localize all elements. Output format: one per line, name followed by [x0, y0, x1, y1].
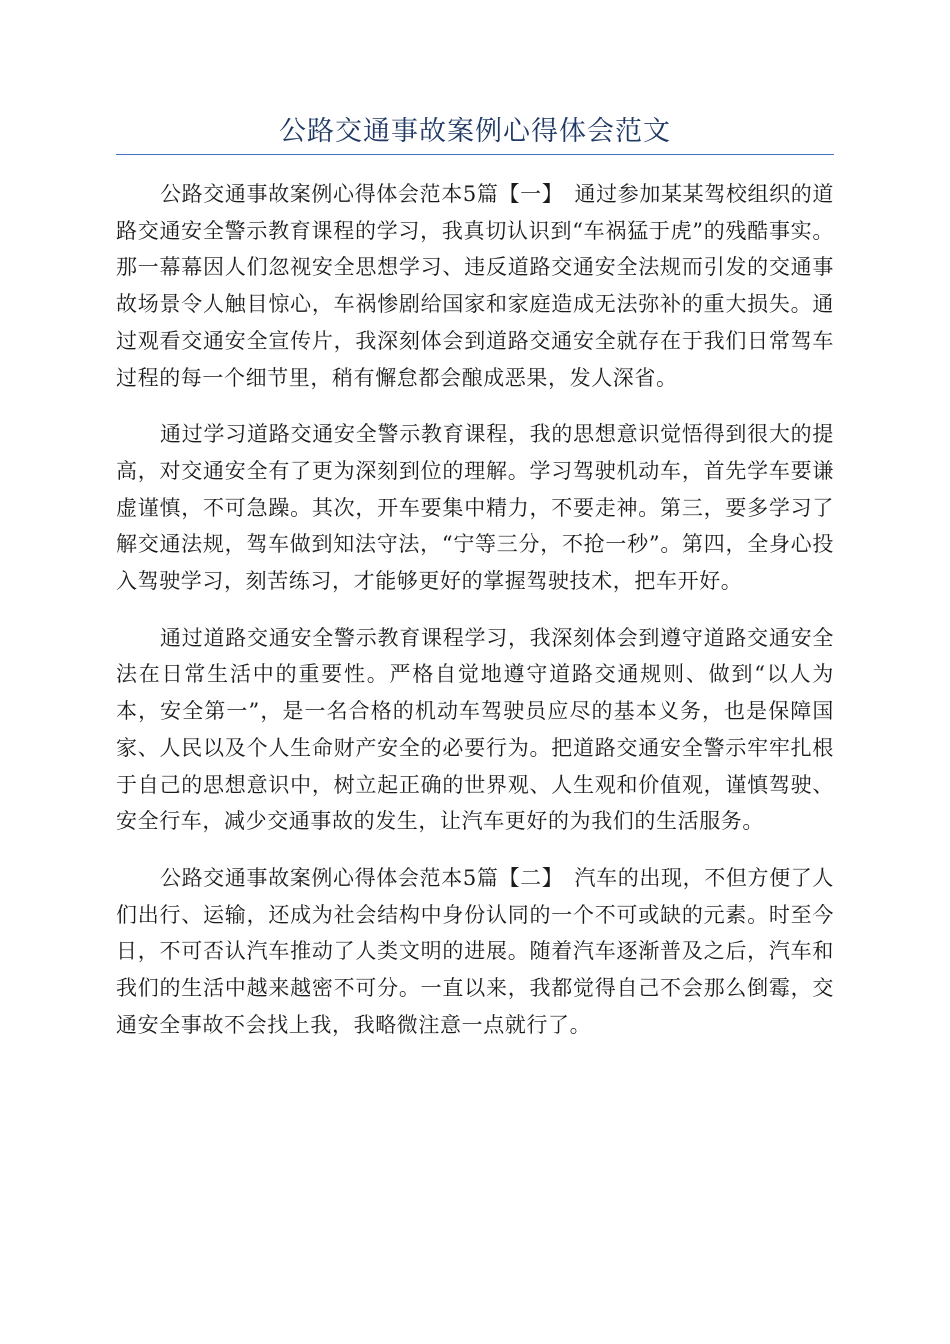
paragraph-3: 通过道路交通安全警示教育课程学习，我深刻体会到遵守道路交通安全法在日常生活中的重要性。严格自觉地遵守道路交通规则、做到“以人为本，安全第一”，是一名合格的机动车驾驶员应尽的基本义务，也是保障国家、人民以及个人生命财产安全的必要行为。把道路交通安全警示牢牢扎根于自己的思想意识中，树立起正确的世界观、人生观和价值观，谨慎驾驶、安全行车，减少交通事故的发生，让汽车更好的为我们的生活服务。 [116, 625, 834, 834]
paragraph-2: 通过学习道路交通安全警示教育课程，我的思想意识觉悟得到很大的提高，对交通安全有了更为深刻到位的理解。学习驾驶机动车，首先学车要谦虚谨慎，不可急躁。其次，开车要集中精力，不要走神。第三，要多学习了解交通法规，驾车做到知法守法，“宁等三分，不抢一秒”。第四，全身心投入驾驶学习，刻苦练习，才能够更好的掌握驾驶技术，把车开好。 [116, 422, 834, 594]
title-underline [116, 154, 834, 155]
paragraph-4: 公路交通事故案例心得体会范本5篇【二】 汽车的出现，不但方便了人们出行、运输，还成为社会结构中身份认同的一个不可或缺的元素。时至今日，不可否认汽车推动了人类文明的进展。随着汽车逐渐普及之后，汽车和我们的生活中越来越密不可分。一直以来，我都觉得自己不会那么倒霉，交通安全事故不会找上我，我略微注意一点就行了。 [116, 865, 834, 1037]
paragraph-1: 公路交通事故案例心得体会范本5篇【一】 通过参加某某驾校组织的道路交通安全警示教育课程的学习，我真切认识到“车祸猛于虎”的残酷事实。那一幕幕因人们忽视安全思想学习、违反道路交通安全法规而引发的交通事故场景令人触目惊心，车祸惨剧给国家和家庭造成无法弥补的重大损失。通过观看交通安全宣传片，我深刻体会到道路交通安全就存在于我们日常驾车过程的每一个细节里，稍有懈怠都会酿成恶果，发人深省。 [116, 182, 834, 390]
document-title: 公路交通事故案例心得体会范文 [279, 116, 671, 147]
document-body [116, 176, 834, 1063]
